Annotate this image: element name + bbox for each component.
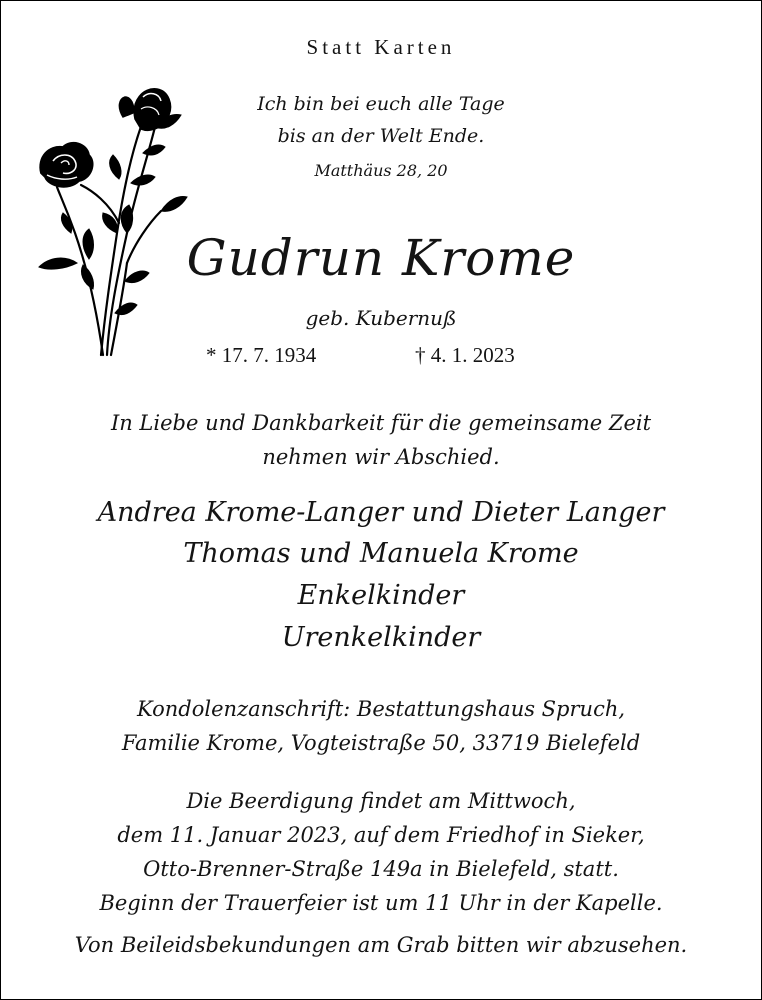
birth-name: geb. Kubernuß [305, 306, 457, 330]
intro-line-1: In Liebe und Dankbarkeit für die gemeinsame Zeit [110, 411, 652, 435]
mourner-4: Urenkelkinder [281, 622, 481, 653]
death-date: † 4. 1. 2023 [415, 343, 515, 367]
deceased-name: Gudrun Krome [186, 229, 576, 287]
mourner-2: Thomas und Manuela Krome [183, 538, 579, 569]
funeral-info-line-3: Otto-Brenner-Straße 149a in Bielefeld, statt. [143, 857, 619, 881]
funeral-info-line-1: Die Beerdigung findet am Mittwoch, [186, 789, 576, 813]
mourner-3: Enkelkinder [297, 580, 465, 611]
birth-date: * 17. 7. 1934 [206, 343, 317, 367]
verse-reference: Matthäus 28, 20 [314, 161, 448, 180]
intro-line-2: nehmen wir Abschied. [262, 445, 500, 469]
verse-line-1: Ich bin bei euch alle Tage [257, 93, 505, 115]
header-statt-karten: Statt Karten [306, 35, 456, 59]
condolence-address-line-1: Kondolenzanschrift: Bestattungshaus Spruch, [136, 697, 626, 721]
funeral-info-line-2: dem 11. Januar 2023, auf dem Friedhof in Sieker, [117, 823, 645, 847]
verse-line-2: bis an der Welt Ende. [277, 125, 485, 147]
closing-note: Von Beileidsbekundungen am Grab bitten wir abzusehen. [74, 933, 688, 957]
mourner-1: Andrea Krome-Langer und Dieter Langer [97, 497, 665, 528]
funeral-info-line-4: Beginn der Trauerfeier ist um 11 Uhr in der Kapelle. [99, 891, 663, 915]
condolence-address-line-2: Familie Krome, Vogteistraße 50, 33719 Bielefeld [121, 731, 641, 755]
